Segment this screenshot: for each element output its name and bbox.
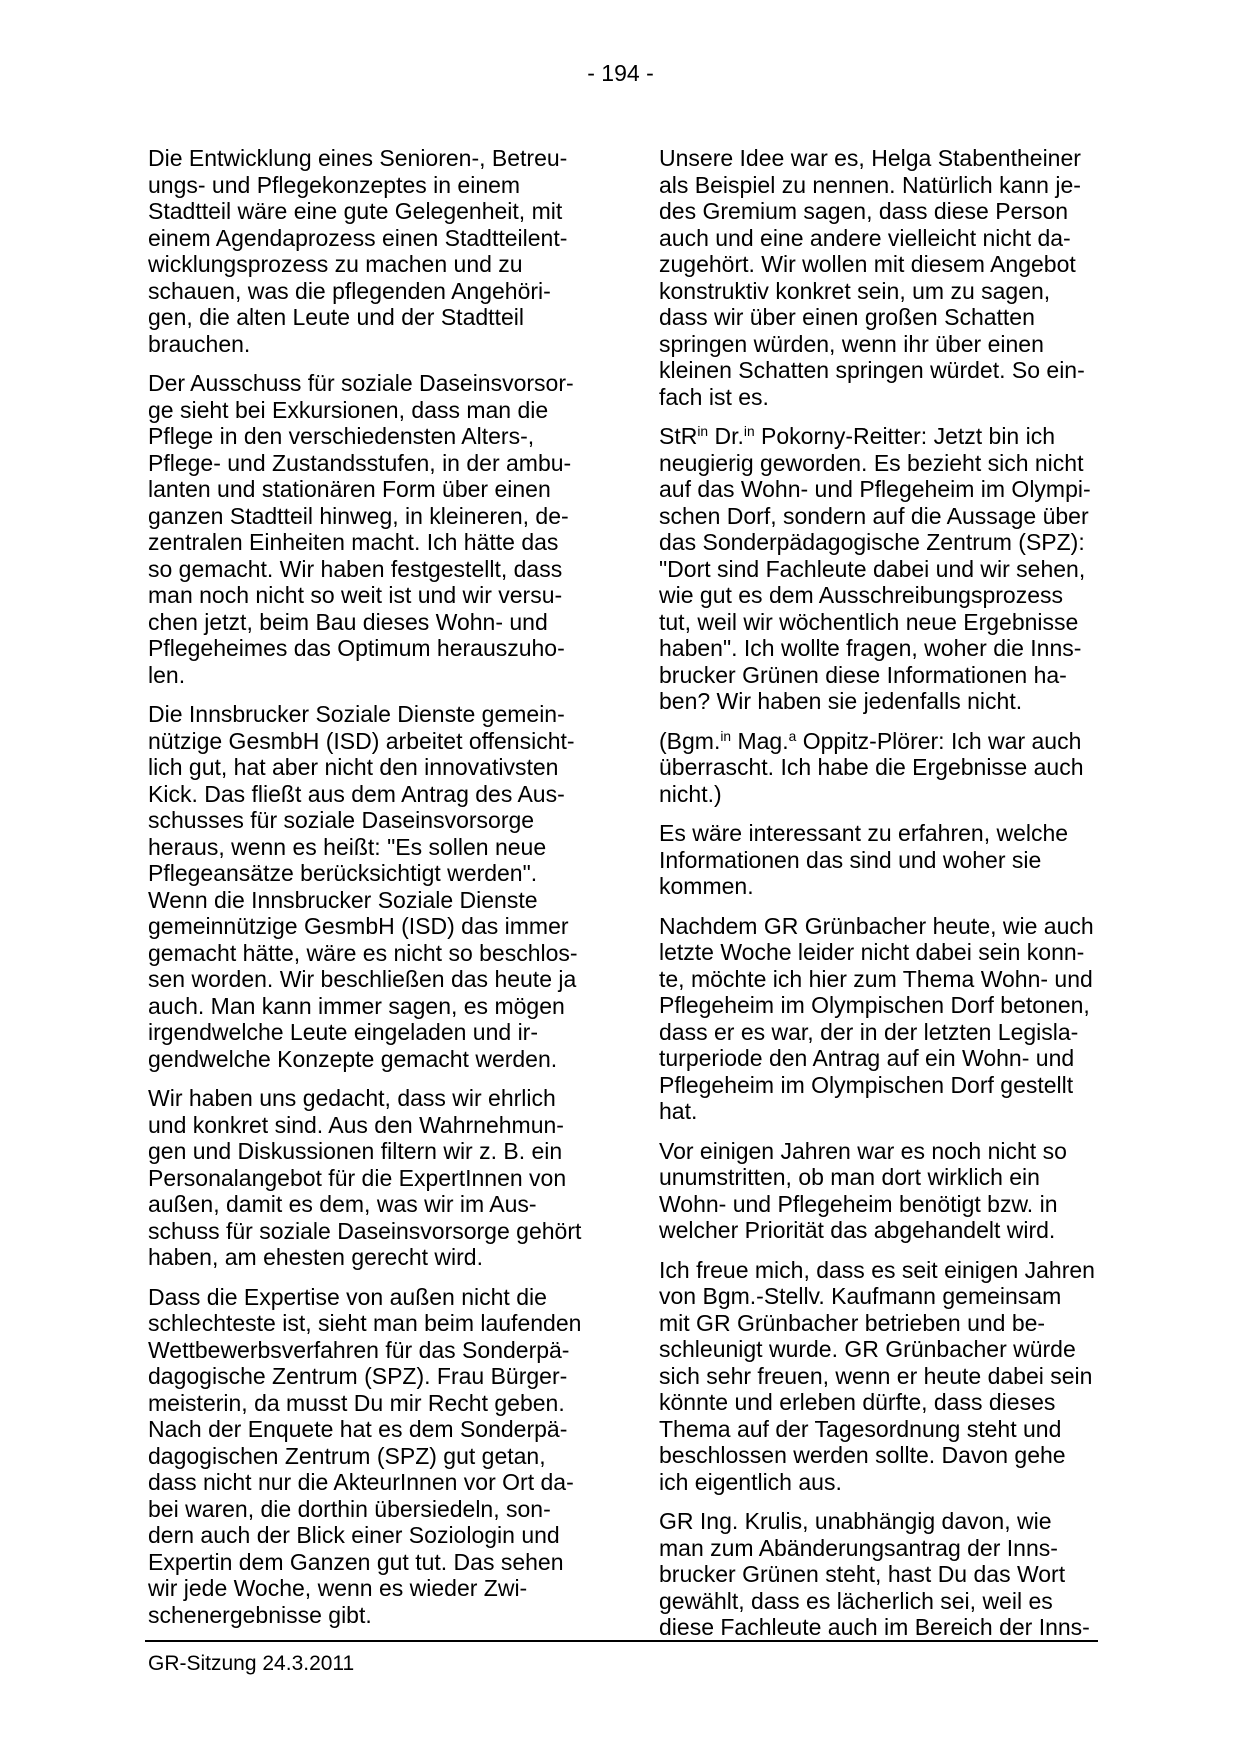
text-line: nützige GesmbH (ISD) arbeitet offensicht-: [148, 727, 575, 754]
text-line: kommen.: [659, 873, 754, 899]
text-line: gen, die alten Leute und der Stadtteil: [148, 304, 524, 330]
text-line: Die Entwicklung eines Senioren-, Betreu-: [148, 145, 568, 171]
paragraph: [148, 370, 586, 688]
text-line: chen jetzt, beim Bau dieses Wohn- und: [148, 608, 548, 635]
paragraph: [148, 1085, 586, 1271]
text-line: schenergebnisse gibt.: [148, 1601, 372, 1628]
text-line: man zum Abänderungsantrag der Inns-: [659, 1534, 1058, 1561]
text-line: schleunigt wurde. GR Grünbacher würde: [659, 1336, 1076, 1362]
text-line: des Gremium sagen, dass diese Person: [659, 198, 1069, 224]
text-line: dagogischen Zentrum (SPZ) gut getan,: [148, 1442, 546, 1469]
text-line: nicht.): [659, 780, 722, 807]
text-line: so gemacht. Wir haben festgestellt, dass: [148, 555, 563, 582]
paragraph: [659, 820, 1097, 900]
text-line: StR$^{in}$ Dr.$^{in}$ Pokorny-Reitter: Jetzt bin ich: [659, 423, 1056, 449]
text-line: (Bgm.$^{in}$ Mag.$^a$ Oppitz-Plörer: Ich war auch: [659, 727, 1082, 754]
text-line: unumstritten, ob man dort wirklich ein: [659, 1164, 1040, 1190]
text-line: turperiode den Antrag auf ein Wohn- und: [659, 1045, 1075, 1071]
text-line: Stadtteil wäre eine gute Gelegenheit, mit: [148, 198, 563, 224]
superscript: in: [743, 424, 755, 440]
text-line: Pflege in den verschiedensten Alters-,: [148, 423, 535, 449]
text-line: lich gut, hat aber nicht den innovativsten: [148, 754, 559, 780]
text-line: Vor einigen Jahren war es noch nicht so: [659, 1137, 1067, 1164]
text-line: tut, weil wir wöchentlich neue Ergebnisse: [659, 608, 1079, 635]
text-line: dass er es war, der in der letzten Legisla-: [659, 1018, 1079, 1045]
text-line: Kick. Das fließt aus dem Antrag des Aus-: [148, 780, 565, 807]
text-line: Pflegeheim im Olympischen Dorf gestellt: [659, 1071, 1074, 1098]
text-line: ganzen Stadtteil hinweg, in kleineren, de-: [148, 502, 569, 529]
text-line: Pflege- und Zustandsstufen, in der ambu-: [148, 449, 572, 476]
text-line: "Dort sind Fachleute dabei und wir sehen,: [659, 555, 1086, 582]
paragraph: [659, 913, 1097, 1125]
text-line: auch und eine andere vielleicht nicht da-: [659, 224, 1071, 251]
text-line: sen worden. Wir beschließen das heute ja: [148, 966, 577, 992]
text-line: und konkret sind. Aus den Wahrnehmun-: [148, 1111, 564, 1138]
text-line: gemeinnützige GesmbH (ISD) das immer: [148, 913, 569, 939]
text-line: sich sehr freuen, wenn er heute dabei sein: [659, 1362, 1093, 1389]
superscript: in: [697, 424, 709, 440]
text-line: Pflegeheimes das Optimum herauszuho-: [148, 635, 565, 661]
text-line: diese Fachleute auch im Bereich der Inns-: [659, 1614, 1090, 1640]
text-line: Dass die Expertise von außen nicht die: [148, 1283, 547, 1310]
text-line: auf das Wohn- und Pflegeheim im Olympi-: [659, 476, 1091, 502]
text-line: Wohn- und Pflegeheim benötigt bzw. in: [659, 1190, 1058, 1217]
text-line: beschlossen werden sollte. Davon gehe: [659, 1442, 1066, 1468]
text-line: auch. Man kann immer sagen, es mögen: [148, 992, 565, 1019]
text-line: irgendwelche Leute eingeladen und ir-: [148, 1019, 539, 1045]
text-line: zugehört. Wir wollen mit diesem Angebot: [659, 251, 1076, 277]
text-line: überrascht. Ich habe die Ergebnisse auch: [659, 754, 1084, 780]
text-line: GR Ing. Krulis, unabhängig davon, wie: [659, 1508, 1052, 1534]
text-line: dass wir über einen großen Schatten: [659, 304, 1035, 330]
footer-session-label: GR-Sitzung 24.3.2011: [148, 1652, 355, 1675]
text-line: brucker Grünen steht, hast Du das Wort: [659, 1561, 1066, 1587]
text-line: gendwelche Konzepte gemacht werden.: [148, 1045, 558, 1072]
superscript: a: [788, 728, 797, 744]
paragraph: [148, 145, 586, 357]
text-line: welcher Priorität das abgehandelt wird.: [659, 1217, 1056, 1243]
text-line: brauchen.: [148, 330, 251, 357]
text-line: Wenn die Innsbrucker Soziale Dienste: [148, 886, 538, 913]
text-line: außen, damit es dem, was wir im Aus-: [148, 1191, 537, 1217]
text-line: einem Agendaprozess einen Stadtteilent-: [148, 224, 568, 251]
text-line: Informationen das sind und woher sie: [659, 846, 1042, 873]
text-line: gewählt, dass es lächerlich sei, weil es: [659, 1587, 1053, 1614]
text-line: kleinen Schatten springen würdet. So ein-: [659, 357, 1085, 383]
text-line: konstruktiv konkret sein, um zu sagen,: [659, 277, 1051, 304]
text-line: dern auch der Blick einer Soziologin und: [148, 1522, 560, 1548]
text-line: Nach der Enquete hat es dem Sonderpä-: [148, 1416, 568, 1442]
text-line: springen würden, wenn ihr über einen: [659, 330, 1044, 357]
text-line: Die Innsbrucker Soziale Dienste gemein-: [148, 701, 565, 727]
text-line: brucker Grünen diese Informationen ha-: [659, 661, 1067, 688]
paragraph: [659, 728, 1097, 808]
text-line: schen Dorf, sondern auf die Aussage über: [659, 502, 1089, 529]
superscript: in: [720, 728, 732, 744]
text-line: haben". Ich wollte fragen, woher die Inns-: [659, 635, 1082, 661]
text-line: von Bgm.-Stellv. Kaufmann gemeinsam: [659, 1283, 1062, 1309]
text-line: Ich freue mich, dass es seit einigen Jahren: [659, 1256, 1095, 1283]
text-line: Wir haben uns gedacht, dass wir ehrlich: [148, 1085, 556, 1111]
text-line: Expertin dem Ganzen gut tut. Das sehen: [148, 1548, 564, 1575]
text-line: man noch nicht so weit ist und wir versu-: [148, 582, 563, 608]
text-line: wir jede Woche, wenn es wieder Zwi-: [148, 1575, 528, 1601]
paragraph: [659, 423, 1097, 715]
text-line: Pflegeheim im Olympischen Dorf betonen,: [659, 992, 1090, 1018]
paragraph: [148, 1284, 586, 1629]
text-line: fach ist es.: [659, 383, 769, 410]
text-line: mit GR Grünbacher betrieben und be-: [659, 1309, 1046, 1336]
text-line: ich eigentlich aus.: [659, 1468, 842, 1495]
text-line: könnte und erleben dürfte, dass dieses: [659, 1389, 1056, 1415]
text-line: heraus, wenn es heißt: "Es sollen neue: [148, 833, 547, 860]
text-line: schauen, was die pflegenden Angehöri-: [148, 277, 551, 304]
text-line: dass nicht nur die AkteurInnen vor Ort da-: [148, 1469, 574, 1495]
text-line: Der Ausschuss für soziale Daseinsvorsor-: [148, 370, 574, 396]
text-line: dagogische Zentrum (SPZ). Frau Bürger-: [148, 1363, 568, 1389]
page-number: - 194 -: [587, 60, 654, 86]
text-line: len.: [148, 661, 186, 688]
text-line: haben, am ehesten gerecht wird.: [148, 1244, 483, 1270]
paragraph: [659, 1257, 1097, 1496]
paragraph: [659, 1138, 1097, 1244]
text-line: letzte Woche leider nicht dabei sein konn-: [659, 939, 1085, 965]
text-line: wicklungsprozess zu machen und zu: [148, 251, 523, 277]
text-line: Personalangebot für die ExpertInnen von: [148, 1164, 567, 1191]
text-line: als Beispiel zu nennen. Natürlich kann je-: [659, 171, 1081, 198]
text-line: Thema auf der Tagesordnung steht und: [659, 1415, 1062, 1442]
text-line: Unsere Idee war es, Helga Stabentheiner: [659, 145, 1081, 171]
text-line: hat.: [659, 1098, 698, 1124]
text-line: meisterin, da musst Du mir Recht geben.: [148, 1389, 565, 1416]
text-line: neugierig geworden. Es bezieht sich nicht: [659, 449, 1084, 476]
text-line: Pflegeansätze berücksichtigt werden".: [148, 860, 538, 886]
text-line: Wettbewerbsverfahren für das Sonderpä-: [148, 1336, 570, 1363]
text-line: wie gut es dem Ausschreibungsprozess: [659, 582, 1063, 608]
paragraph: [659, 1508, 1097, 1641]
text-line: ben? Wir haben sie jedenfalls nicht.: [659, 688, 1023, 714]
text-line: Nachdem GR Grünbacher heute, wie auch: [659, 912, 1094, 939]
text-line: te, möchte ich hier zum Thema Wohn- und: [659, 965, 1093, 992]
text-line: lanten und stationären Form über einen: [148, 476, 551, 502]
text-line: das Sonderpädagogische Zentrum (SPZ):: [659, 529, 1085, 555]
footer-divider: [145, 1640, 1098, 1642]
column-right: [659, 145, 1097, 1654]
paragraph: [659, 145, 1097, 410]
text-line: ge sieht bei Exkursionen, dass man die: [148, 396, 549, 423]
text-line: bei waren, die dorthin übersiedeln, son-: [148, 1495, 551, 1522]
text-line: schlechteste ist, sieht man beim laufenden: [148, 1310, 582, 1336]
text-line: Es wäre interessant zu erfahren, welche: [659, 820, 1069, 846]
column-left: [148, 145, 586, 1641]
text-line: zentralen Einheiten macht. Ich hätte das: [148, 529, 559, 555]
paragraph: [148, 701, 586, 1072]
text-line: ungs- und Pflegekonzeptes in einem: [148, 171, 521, 198]
text-line: gen und Diskussionen filtern wir z. B. ein: [148, 1138, 563, 1164]
text-line: schusses für soziale Daseinsvorsorge: [148, 807, 535, 833]
text-line: schuss für soziale Daseinsvorsorge gehört: [148, 1217, 582, 1244]
text-line: gemacht hätte, wäre es nicht so beschlos-: [148, 939, 578, 966]
